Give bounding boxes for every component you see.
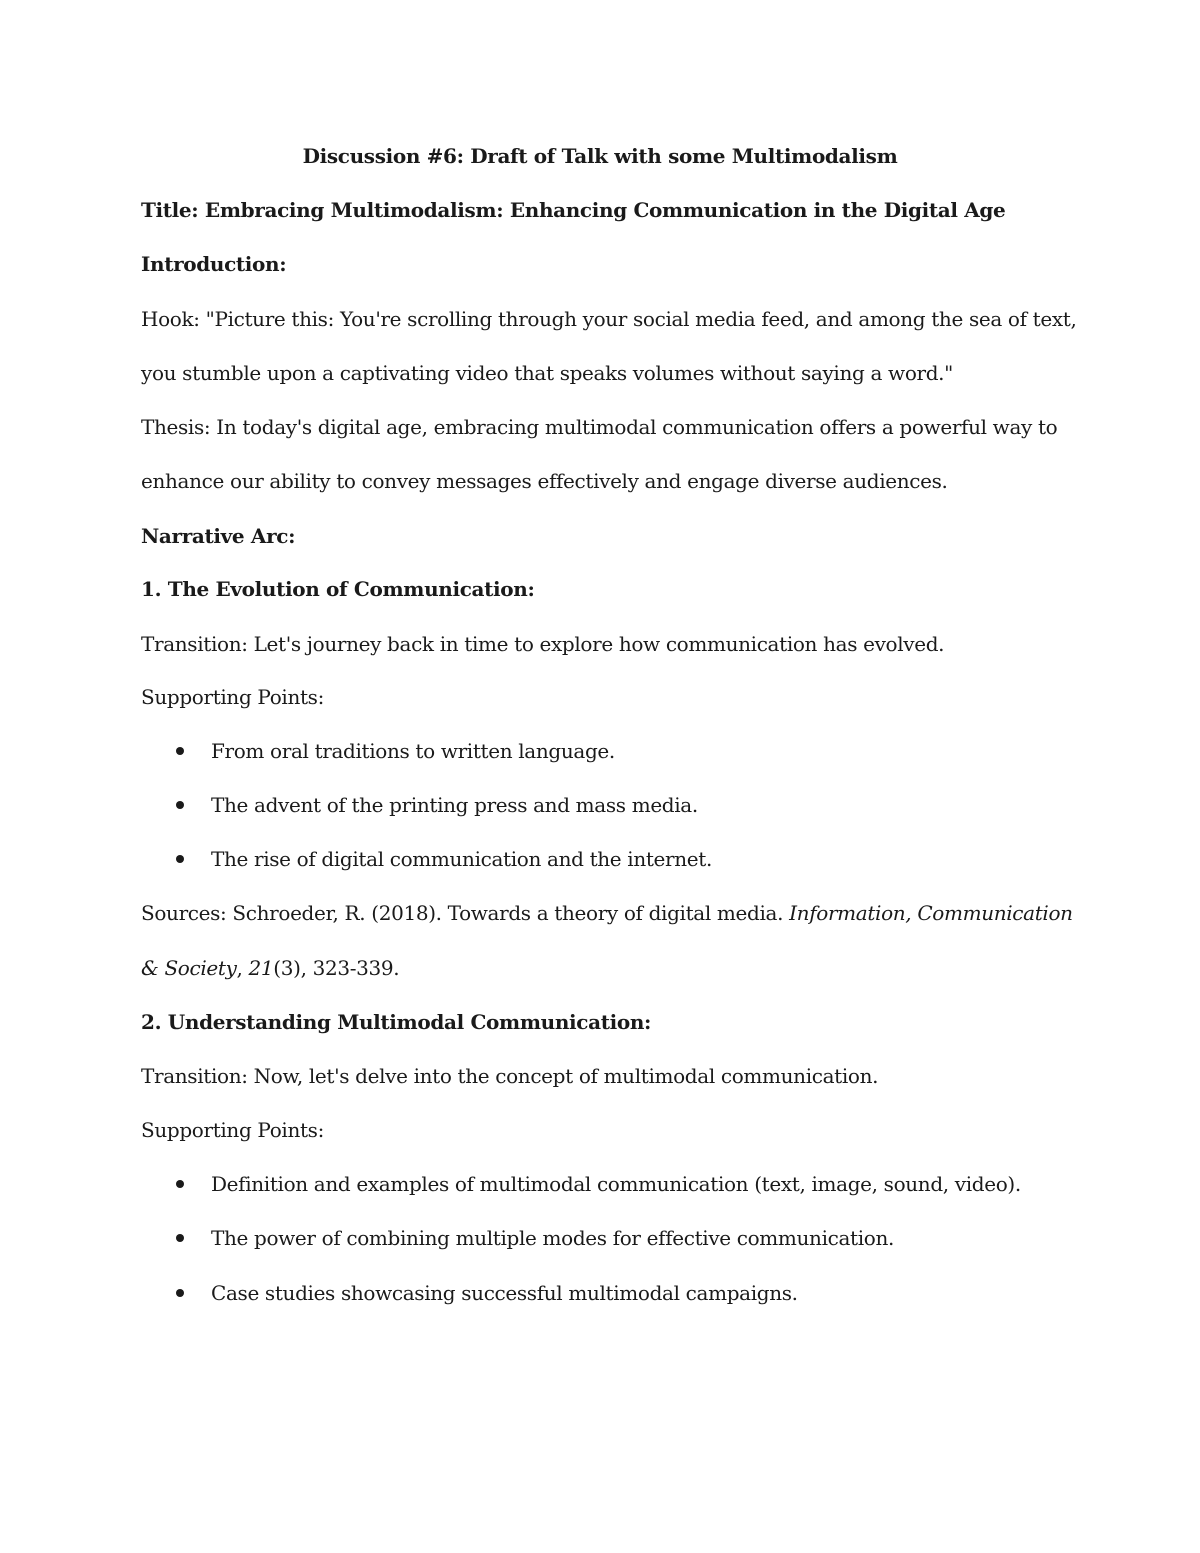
bullet-icon [176, 1234, 184, 1242]
sources-prefix: Sources: Schroeder, R. (2018). Towards a theory of digital media. [141, 901, 790, 925]
list-item-text: From oral traditions to written language. [211, 739, 615, 763]
hook-line-2: you stumble upon a captivating video that speaks volumes without saying a word." [141, 361, 954, 385]
list-item-text: Case studies showcasing successful multimodal campaigns. [211, 1281, 798, 1305]
section-2-supporting-label: Supporting Points: [141, 1118, 324, 1142]
section-2-heading: 2. Understanding Multimodal Communication: [141, 1010, 652, 1034]
bullet-icon [176, 747, 184, 755]
journal-title-part-1: Information, Communication [789, 901, 1073, 925]
section-2-transition: Transition: Now, let's delve into the concept of multimodal communication. [141, 1064, 879, 1088]
sources-line-1 [141, 899, 1073, 927]
bullet-icon [176, 855, 184, 863]
list-item-text: The rise of digital communication and the internet. [211, 847, 712, 871]
introduction-heading: Introduction: [141, 252, 287, 276]
thesis-line-1: Thesis: In today's digital age, embracing multimodal communication offers a powerful way to [141, 415, 1058, 439]
document-title: Title: Embracing Multimodalism: Enhancing Communication in the Digital Age [141, 198, 1006, 222]
document-heading: Discussion #6: Draft of Talk with some Multimodalism [302, 144, 898, 168]
sources-comma: , [236, 956, 249, 980]
hook-line-1: Hook: "Picture this: You're scrolling through your social media feed, and among the sea of text, [141, 307, 1077, 331]
bullet-icon [176, 801, 184, 809]
bullet-icon [176, 1289, 184, 1297]
list-item-text: The power of combining multiple modes for effective communication. [211, 1226, 895, 1250]
section-1-heading: 1. The Evolution of Communication: [141, 577, 535, 601]
section-1-transition: Transition: Let's journey back in time to explore how communication has evolved. [141, 632, 945, 656]
sources-line-2 [141, 954, 399, 982]
narrative-arc-heading: Narrative Arc: [141, 524, 296, 548]
list-item-text: Definition and examples of multimodal communication (text, image, sound, video). [211, 1172, 1021, 1196]
list-item-text: The advent of the printing press and mass media. [211, 793, 698, 817]
journal-title-part-2: & Society [141, 956, 237, 980]
section-1-supporting-label: Supporting Points: [141, 685, 324, 709]
bullet-icon [176, 1180, 184, 1188]
journal-volume: 21 [248, 956, 274, 980]
journal-issue-pages: (3), 323-339. [273, 956, 400, 980]
thesis-line-2: enhance our ability to convey messages effectively and engage diverse audiences. [141, 469, 948, 493]
